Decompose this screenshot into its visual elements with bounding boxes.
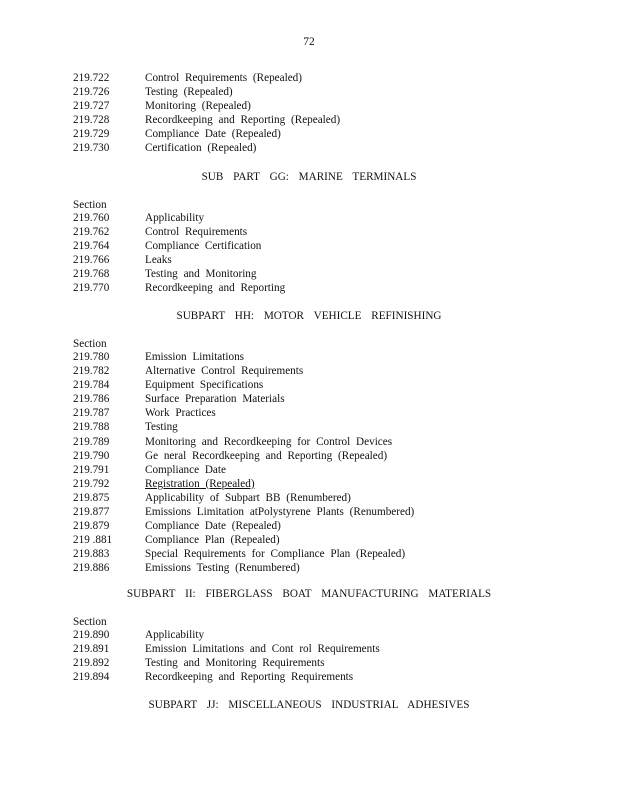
list-item [0, 253, 618, 267]
section-number: 219.784 [73, 379, 110, 392]
section-title: Emissions Limitation atPolystyrene Plants (Renumbered) [145, 506, 415, 519]
section-number: 219.875 [73, 491, 110, 504]
list-item [0, 392, 618, 406]
section-title: Control Requirements [145, 226, 248, 239]
section-number: 219.789 [73, 435, 110, 448]
list-item [0, 239, 618, 253]
list-item [0, 670, 618, 684]
section-number: 219.762 [73, 226, 110, 239]
section-title: Recordkeeping and Reporting (Repealed) [145, 114, 341, 127]
section-title: Work Practices [145, 407, 216, 420]
section-title: Recordkeeping and Reporting [145, 282, 286, 295]
list-item [0, 656, 618, 670]
section-title: Compliance Certification [145, 240, 262, 253]
section-title: Control Requirements (Repealed) [145, 72, 302, 84]
section-number: 219.729 [73, 128, 110, 141]
section-title: Applicability [145, 212, 205, 224]
section-title: Special Requirements for Compliance Plan (Repealed) [145, 548, 406, 561]
section-number: 219.760 [73, 212, 110, 224]
section-number: 219.728 [73, 114, 110, 127]
section-title: Compliance Date (Repealed) [145, 520, 281, 533]
section-title: Testing [145, 421, 178, 434]
list-item [0, 406, 618, 420]
section-title: Compliance Date [145, 463, 226, 476]
section-number: 219.788 [73, 421, 110, 434]
section-title: Surface Preparation Materials [145, 393, 285, 406]
section-number: 219.792 [73, 477, 110, 490]
list-item [0, 628, 618, 642]
section-column-label: Section [73, 199, 107, 211]
section-number: 219.770 [73, 282, 110, 295]
list-item [0, 267, 618, 281]
section-title: Emission Limitations [145, 351, 245, 363]
section-title: Testing and Monitoring Requirements [145, 657, 325, 670]
list-item [0, 463, 618, 477]
page-number: 72 [303, 36, 315, 48]
section-number: 219.791 [73, 463, 110, 476]
section-list-continued [0, 71, 618, 156]
section-title: Leaks [145, 254, 172, 267]
list-item [0, 99, 618, 113]
list-item [0, 477, 618, 491]
list-item [0, 225, 618, 239]
section-list-gg [0, 211, 618, 296]
list-item [0, 281, 618, 295]
section-number: 219.894 [73, 671, 110, 684]
section-number: 219.883 [73, 548, 110, 561]
section-number: 219.782 [73, 365, 110, 378]
section-title: Applicability of Subpart BB (Renumbered) [145, 491, 351, 504]
list-item [0, 378, 618, 392]
section-number: 219.890 [73, 629, 110, 641]
list-item [0, 350, 618, 364]
section-number: 219.891 [73, 643, 110, 656]
list-item [0, 420, 618, 434]
list-item [0, 141, 618, 155]
section-title: Monitoring (Repealed) [145, 100, 251, 113]
section-number: 219.727 [73, 100, 110, 113]
section-title: Compliance Plan (Repealed) [145, 534, 280, 547]
list-item [0, 505, 618, 519]
section-title: Recordkeeping and Reporting Requirements [145, 671, 354, 684]
section-list-hh [0, 350, 618, 576]
list-item [0, 364, 618, 378]
list-item [0, 642, 618, 656]
section-number: 219.886 [73, 562, 110, 575]
section-number: 219.726 [73, 86, 110, 99]
list-item [0, 113, 618, 127]
section-title: Emissions Testing (Renumbered) [145, 562, 300, 575]
subpart-ii-heading: SUBPART II: FIBERGLASS BOAT MANUFACTURING MATERIALS [126, 588, 492, 600]
section-title: Testing (Repealed) [145, 86, 233, 99]
subpart-jj-heading: SUBPART JJ: MISCELLANEOUS INDUSTRIAL ADHESIVES [148, 699, 470, 711]
subpart-gg-heading: SUB PART GG: MARINE TERMINALS [201, 171, 417, 183]
section-number: 219.787 [73, 407, 110, 420]
list-item [0, 547, 618, 561]
section-number: 219.879 [73, 520, 110, 533]
section-number: 219.730 [73, 142, 110, 155]
list-item [0, 435, 618, 449]
section-number: 219.766 [73, 254, 110, 267]
section-title: Ge neral Recordkeeping and Reporting (Repealed) [145, 449, 388, 462]
section-list-ii [0, 628, 618, 684]
list-item [0, 127, 618, 141]
section-title: Monitoring and Recordkeeping for Control Devices [145, 435, 393, 448]
section-title: Emission Limitations and Cont rol Requirements [145, 643, 380, 656]
section-number: 219.764 [73, 240, 110, 253]
section-title: Registration (Repealed) [145, 477, 255, 490]
section-title: Alternative Control Requirements [145, 365, 304, 378]
section-title: Applicability [145, 629, 205, 641]
section-number: 219.786 [73, 393, 110, 406]
list-item [0, 211, 618, 225]
section-number: 219.722 [73, 72, 110, 84]
section-column-label: Section [73, 616, 107, 628]
section-number: 219.877 [73, 506, 110, 519]
section-title: Testing and Monitoring [145, 268, 257, 281]
section-title: Compliance Date (Repealed) [145, 128, 281, 141]
section-number: 219 .881 [73, 534, 113, 547]
section-number: 219.780 [73, 351, 110, 363]
list-item [0, 491, 618, 505]
list-item [0, 561, 618, 575]
list-item [0, 85, 618, 99]
list-item [0, 519, 618, 533]
list-item [0, 449, 618, 463]
section-number: 219.892 [73, 657, 110, 670]
section-number: 219.790 [73, 449, 110, 462]
section-title: Equipment Specifications [145, 379, 264, 392]
section-column-label: Section [73, 338, 107, 350]
section-title: Certification (Repealed) [145, 142, 257, 155]
list-item [0, 533, 618, 547]
section-number: 219.768 [73, 268, 110, 281]
subpart-hh-heading: SUBPART HH: MOTOR VEHICLE REFINISHING [176, 310, 442, 322]
list-item [0, 71, 618, 85]
